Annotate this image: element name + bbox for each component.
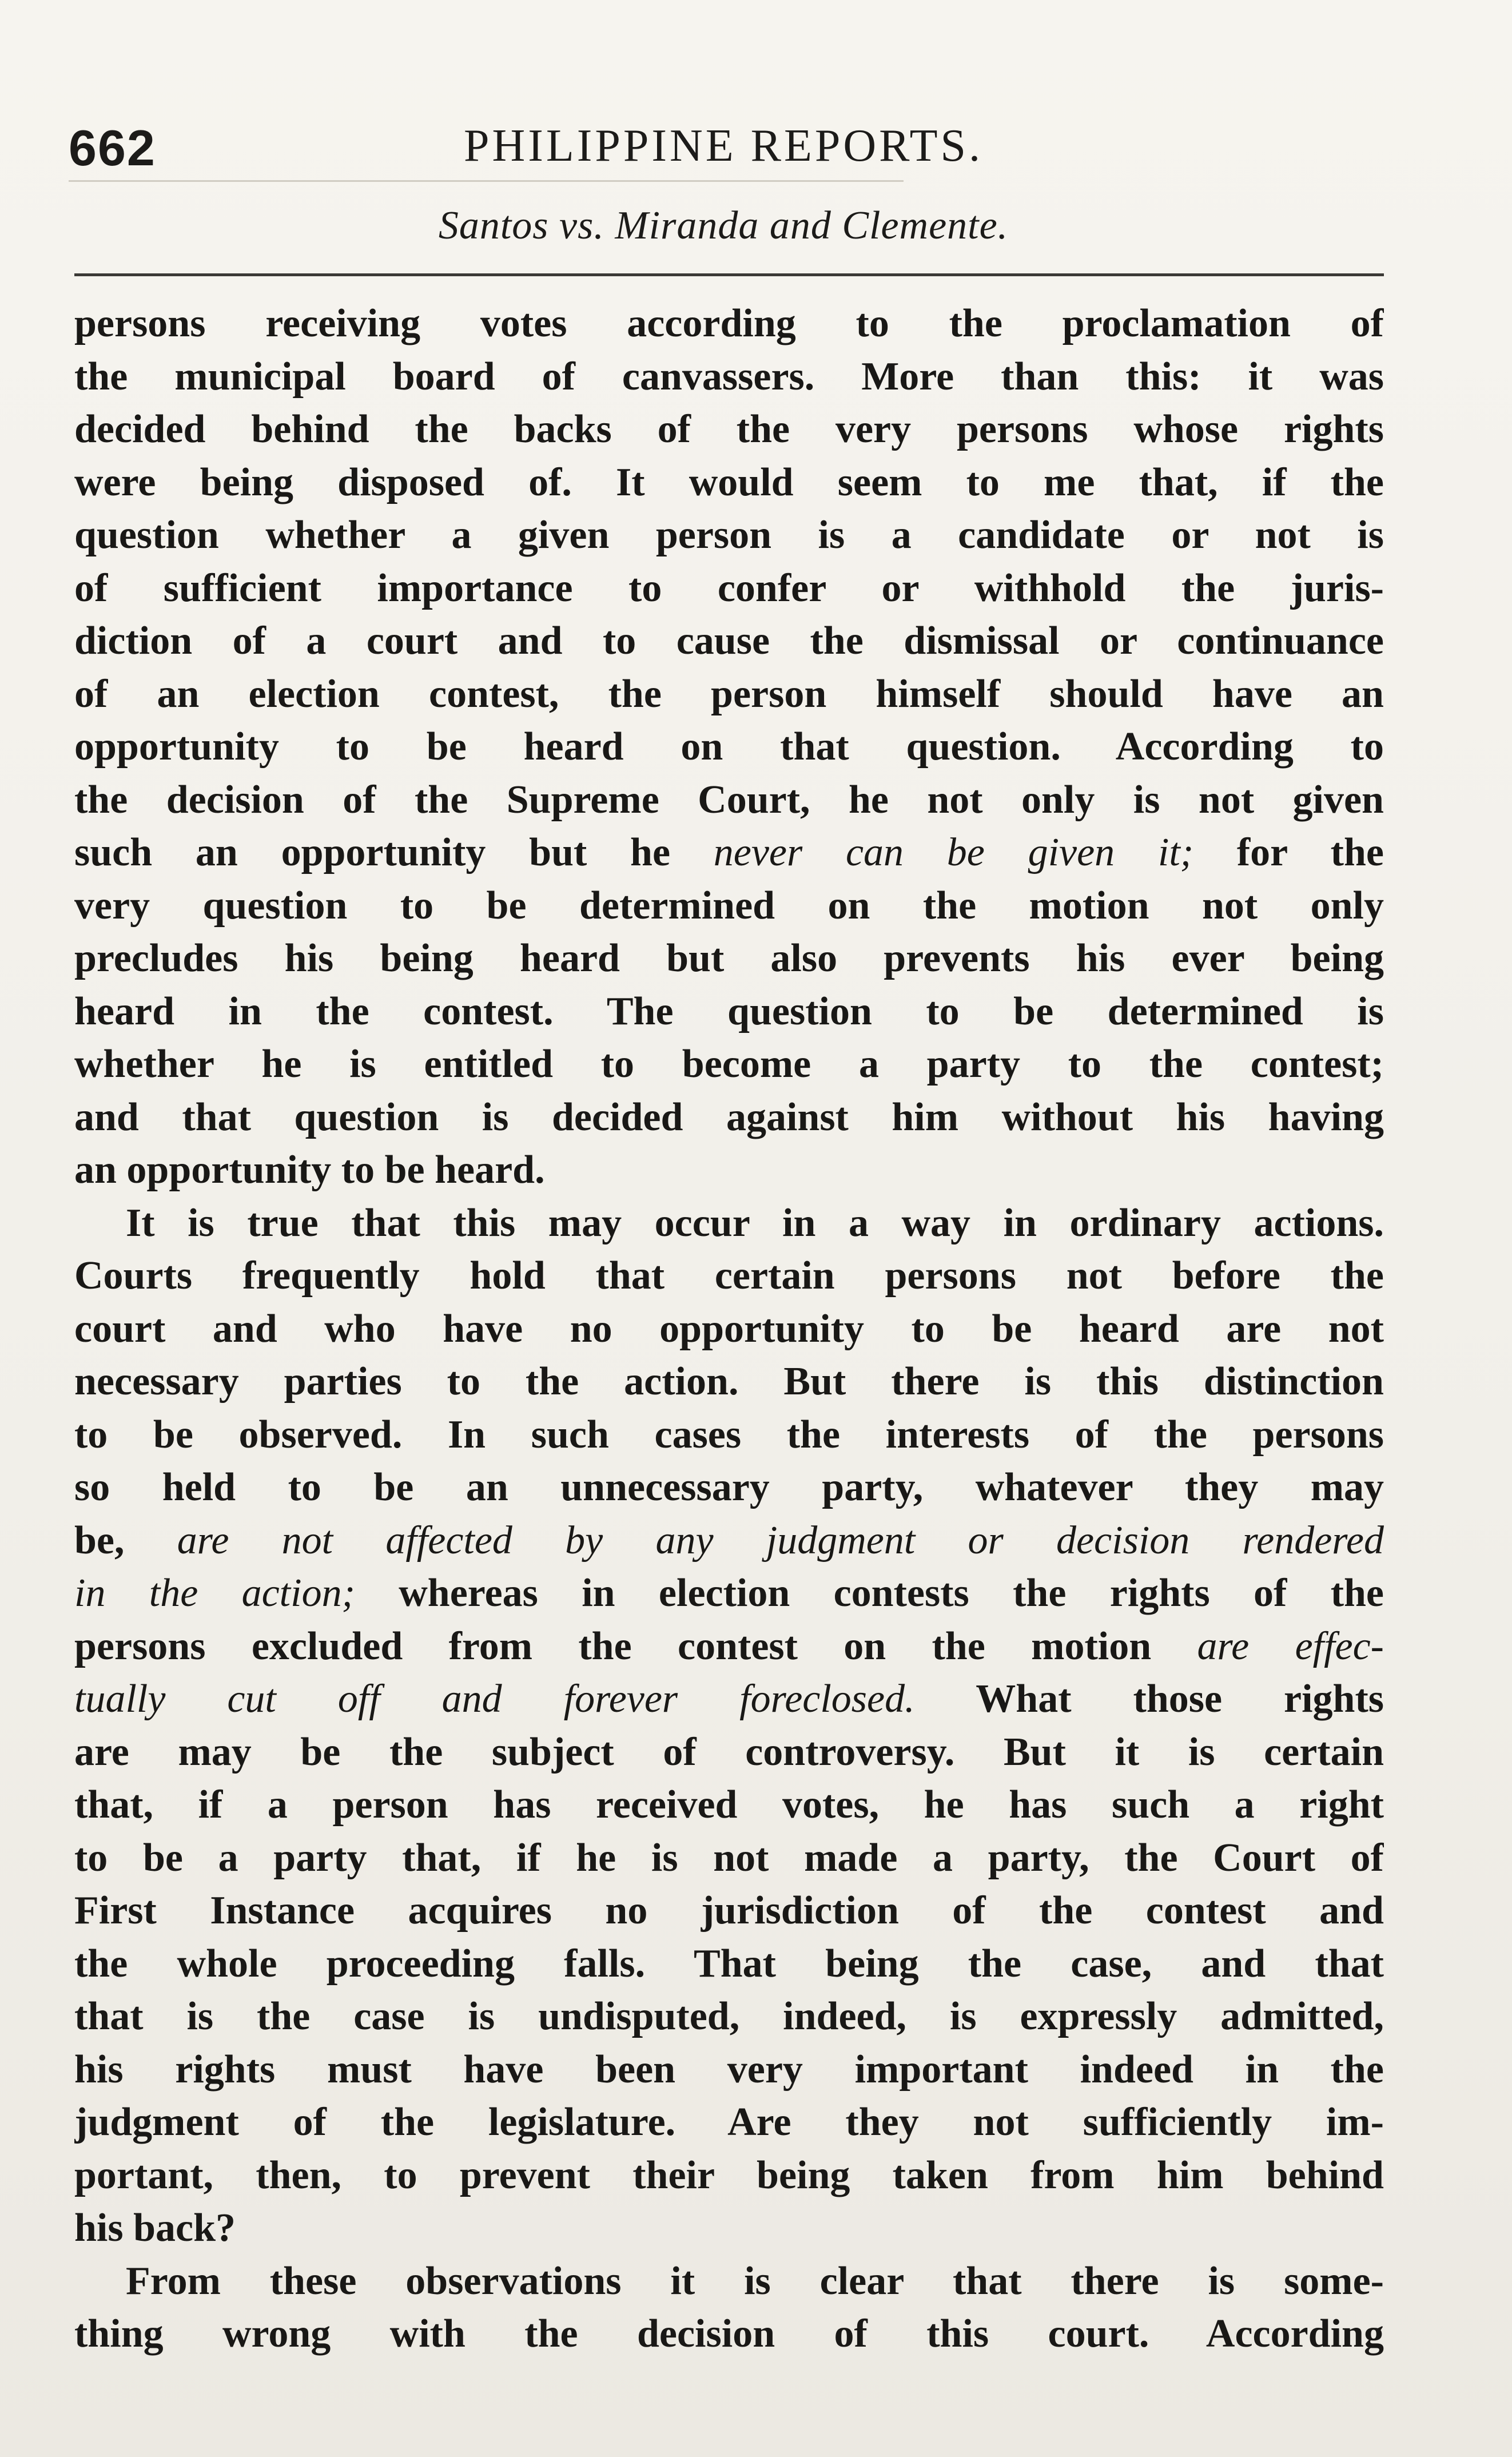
body-text xyxy=(74,297,1384,2361)
case-caption: Santos vs. Miranda and Clemente. xyxy=(438,204,1009,248)
text-line: judgment of the legislature. Are they not sufficiently im- xyxy=(74,2100,1384,2144)
page-number: 662 xyxy=(69,120,156,176)
text-line: an opportunity to be heard. xyxy=(74,1148,545,1192)
text-line: his back? xyxy=(74,2206,236,2250)
text-line: persons receiving votes according to the proclamation of xyxy=(74,301,1384,345)
text-line: Courts frequently hold that certain persons not before the xyxy=(74,1254,1384,1298)
text-line: his rights must have been very important indeed in the xyxy=(74,2047,1384,2092)
text-line: court and who have no opportunity to be heard are not xyxy=(74,1306,1384,1351)
text-line: necessary parties to the action. But there is this distinction xyxy=(74,1359,1384,1404)
emphasis: in the action; xyxy=(74,1571,355,1615)
text-line: decided behind the backs of the very persons whose rights xyxy=(74,407,1384,451)
paragraph-1 xyxy=(74,297,1384,1197)
paragraph-2 xyxy=(74,1197,1384,2255)
text-line: and that question is decided against him without his having xyxy=(74,1095,1384,1139)
text-line: of sufficient importance to confer or withhold the juris- xyxy=(74,566,1384,610)
text-line: to be a party that, if he is not made a party, the Court of xyxy=(74,1835,1384,1880)
caption-rule xyxy=(74,273,1384,276)
text-line: of an election contest, the person himself should have an xyxy=(74,671,1384,716)
text-line: that, if a person has received votes, he has such a right xyxy=(74,1783,1384,1827)
emphasis: tually cut off and forever foreclosed. xyxy=(74,1677,915,1721)
text-line: persons excluded from the contest on the motion are effec- xyxy=(74,1624,1384,1668)
text-line: From these observations it is clear that there is some- xyxy=(126,2259,1384,2303)
text-line: opportunity to be heard on that question. According to xyxy=(74,725,1384,769)
text-line: whether he is entitled to become a party to the contest; xyxy=(74,1042,1384,1086)
text-line: First Instance acquires no jurisdiction of the contest and xyxy=(74,1889,1384,1933)
text-line: heard in the contest. The question to be determined is xyxy=(74,989,1384,1033)
header-rule xyxy=(69,180,904,182)
text-line: very question to be determined on the motion not only xyxy=(74,883,1384,928)
text-line: question whether a given person is a candidate or not is xyxy=(74,513,1384,557)
text-line: to be observed. In such cases the interests of the persons xyxy=(74,1412,1384,1457)
text-line: such an opportunity but he never can be given it; for the xyxy=(74,830,1384,874)
text-line: that is the case is undisputed, indeed, is expressly admitted, xyxy=(74,1994,1384,2038)
page-header xyxy=(69,103,1378,176)
text-line: diction of a court and to cause the dismissal or continuance xyxy=(74,619,1384,663)
text-line: were being disposed of. It would seem to me that, if the xyxy=(74,460,1384,504)
text-line: so held to be an unnecessary party, whatever they may xyxy=(74,1465,1384,1509)
text-line: the decision of the Supreme Court, he not only is not given xyxy=(74,777,1384,822)
text-line: the municipal board of canvassers. More than this: it was xyxy=(74,354,1384,399)
text-line: be, are not affected by any judgment or decision rendered xyxy=(74,1518,1384,1563)
text-line: precludes his being heard but also prevents his ever being xyxy=(74,936,1384,980)
running-title: PHILIPPINE REPORTS. xyxy=(463,121,984,171)
paragraph-3 xyxy=(74,2255,1384,2361)
text-line: thing wrong with the decision of this court. According xyxy=(74,2312,1384,2356)
text-line: tually cut off and forever foreclosed. What those rights xyxy=(74,1677,1384,1721)
emphasis: are not affected by any judgment or decision rendered xyxy=(177,1518,1384,1563)
text-line: portant, then, to prevent their being taken from him behind xyxy=(74,2153,1384,2197)
emphasis: are effec- xyxy=(1197,1624,1384,1668)
emphasis: never can be given it; xyxy=(713,830,1194,874)
text-line: the whole proceeding falls. That being the case, and that xyxy=(74,1941,1384,1986)
text-line: are may be the subject of controversy. But it is certain xyxy=(74,1730,1384,1774)
text-line: It is true that this may occur in a way in ordinary actions. xyxy=(126,1200,1384,1245)
text-line: in the action; whereas in election contests the rights of the xyxy=(74,1571,1384,1615)
